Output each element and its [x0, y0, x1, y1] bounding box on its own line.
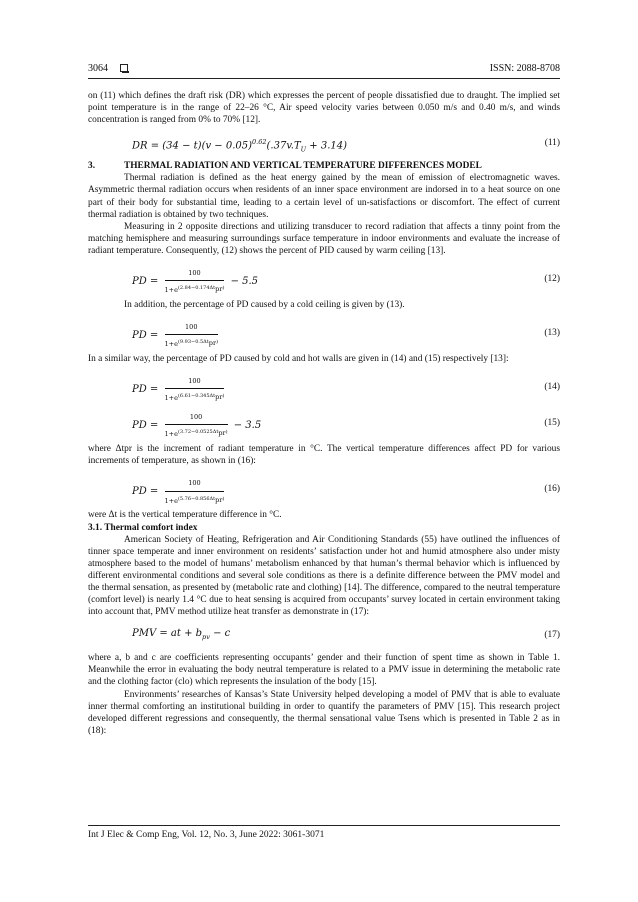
paragraph: Measuring in 2 opposite directions and utilizing transducer to record radiation that affects a tinny point from the matching hemisphere and measuring surroundings surface temperature in indoor environments and evaluate the increase of radiant temperature. Consequently, (12) shows the percent of PID caused by warm ceiling [13]. [88, 221, 560, 256]
equation-17: PMV = at + $b_{pv} - c$ (17) [132, 628, 560, 642]
paragraph: where Δtpr is the increment of radiant temperature in °C. The vertical temperature differences affect PD for various increments of temperature, as shown in (16): [88, 444, 560, 467]
checkbox-square-icon [120, 64, 128, 72]
equation-number: (15) [544, 418, 560, 429]
equation-number: (13) [544, 328, 560, 339]
section-heading: 3. THERMAL RADIATION AND VERTICAL TEMPERATURE DIFFERENCES MODEL [88, 161, 482, 172]
paragraph: on (11) which defines the draft risk (DR) which expresses the percent of people dissatisfied due to draught. The implied set point temperature is in the range of 22–26 °C, Air speed velocity varies between 0.050 m/s and 0.40 m/s, and winds concentration is ranged from 0% to 70% [12]. [88, 91, 560, 126]
page-footer: Int J Elec & Comp Eng, Vol. 12, No. 3, June 2022: 3061-3071 [88, 830, 325, 840]
equation-13: PD = $\frac{100}{1+e^{(9.93-0.5\Delta t_{pr})}}$ (13) [132, 323, 560, 349]
subsection-heading: 3.1. Thermal comfort index [88, 522, 198, 533]
equation-number: (11) [544, 138, 560, 149]
paragraph: where a, b and c are coefficients representing occupants’ gender and their function of spent time as shown in Table 1. Meanwhile the error in evaluating the body neutral temperature is related to a PMV issue in determining the metabolic rate and the clothing factor (clo) which represents the insulation of the body [15]. [88, 653, 560, 688]
equation-number: (12) [544, 274, 560, 285]
footer-rule [88, 825, 560, 826]
paragraph: In a similar way, the percentage of PD caused by cold and hot walls are given in (14) and (15) respectively [13]: [88, 354, 509, 365]
equation-15: PD = $\frac{100}{1+e^{(3.72-0.0525\Delta t_{pr})}}$ − 3.5 (15) [132, 413, 560, 439]
equation-number: (16) [544, 484, 560, 495]
equation-14: PD = $\frac{100}{1+e^{(6.61-0.345\Delta t_{pr})}}$ (14) [132, 377, 560, 403]
equation-number: (17) [544, 630, 560, 641]
paragraph: American Society of Heating, Refrigeration and Air Conditioning Standards (55) have outlined the influences of tinner space temperate and inner environment on residents’ satisfaction under hot and humid atmosphere also under misty atmosphere based to the model of humans’ metabolism enhanced by that human’s thermal behavior which is influenced by different environmental conditions and several sole conditions as there is a definite difference between the PMV model and the thermal sensation, as presented by (metabolic rate and clothing) [14]. The difference, compared to the neutral temperature (comfort level) is nearly 1.4 °C due to heat sensing is acquired from occupants’ survey located in certain environment taking into account that, PMV method utilize heat transfer as demonstrate in (17): [88, 534, 560, 618]
paragraph: Environments’ researches of Kansas’s State University helped developing a model of PMV that is able to evaluate inner thermal comforting an institutional building in order to quantify the parameters of PMV [15]. This research project developed different regressions and consequently, the thermal sensational value Tsens which is presented in Table 2 as in (18): [88, 689, 560, 736]
paragraph: were Δt is the vertical temperature difference in °C. [88, 510, 282, 521]
paragraph: Thermal radiation is defined as the heat energy gained by the mean of emission of electromagnetic waves. Asymmetric thermal radiation occurs when residents of an inner space environment are indorsed in to a heat source on one part of their body for substantial time, leading to a certain level of un-satisfactions or discomfort. The effect of current thermal radiation is obtained by two techniques. [88, 173, 560, 220]
article-body [88, 90, 560, 737]
equation-11: DR = $(34 - t)(v - 0.05)^{0.62}(.37v.T_U + 3.14)$ (11) [132, 138, 560, 154]
page-header [88, 63, 560, 77]
equation-12: PD = $\frac{100}{1+e^{(2.84-0.174\Delta t_{pr})}}$ − 5.5 (12) [132, 269, 560, 295]
equation-16: PD = $\frac{100}{1+e^{(5.76-0.856\Delta t_{pr})}}$ (16) [132, 479, 560, 505]
paragraph: In addition, the percentage of PD caused by a cold ceiling is given by (13). [124, 300, 405, 311]
equation-number: (14) [544, 382, 560, 393]
page-number: 3064 [88, 63, 108, 74]
header-rule [88, 78, 560, 79]
issn-label: ISSN: 2088-8708 [489, 63, 560, 74]
